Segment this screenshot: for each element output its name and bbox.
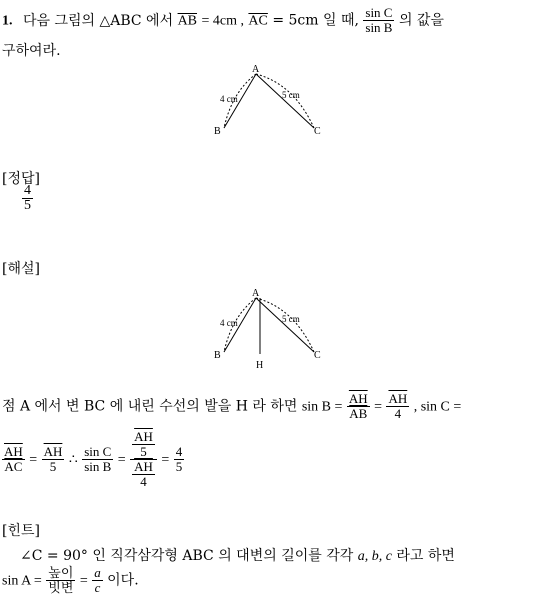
answer-denominator: 5	[24, 198, 31, 213]
sin-b-label: sin B =	[301, 399, 343, 415]
side-ac-label: 5 cm	[282, 314, 300, 324]
ac-denominator: AC	[4, 459, 23, 474]
explanation-text: 점 A 에서 변 BC 에 내린 수선의 발을 H 라 하면	[2, 398, 298, 415]
side-ab-label: 4 cm	[220, 94, 238, 104]
ah-numerator-2: $\overline{AH}$	[388, 391, 408, 406]
side-ab-label: 4 cm	[220, 318, 238, 328]
inner-four: 4	[140, 474, 147, 489]
hint-heading: [힌트]	[2, 523, 40, 539]
problem-text: 다음 그림의 △ABC 에서	[22, 12, 174, 29]
result-denominator: 5	[175, 459, 183, 474]
problem-tail: 의 값을	[398, 12, 444, 29]
foot-h-label: H	[256, 360, 264, 371]
a-numerator: a	[94, 565, 101, 580]
compound-fraction	[130, 430, 157, 489]
ah-numerator-4: $\overline{AH}$	[43, 444, 63, 459]
four-denominator: 4	[394, 406, 402, 421]
triangle-altitude-figure	[210, 286, 330, 372]
hint-text-end: 라고 하면	[396, 548, 455, 564]
equals-sign: =	[374, 399, 383, 415]
ab-segment: $\overline{AB}$	[177, 13, 198, 29]
vertex-a-label: A	[252, 64, 260, 75]
sin-c-label: , sin C =	[413, 399, 462, 415]
eq-ab: = 4cm ,	[201, 13, 244, 29]
explanation-line-1	[2, 392, 461, 421]
explanation-line-2	[2, 430, 184, 489]
hypotenuse-denominator: 빗변	[48, 580, 74, 595]
height-numerator: 높이	[48, 565, 74, 580]
ah-numerator-3: $\overline{AH}$	[4, 444, 23, 459]
hint-line-1	[20, 545, 455, 565]
problem-number: 1.	[2, 13, 13, 29]
c-denominator: c	[94, 580, 101, 595]
inner-ah-top: $\overline{AH}$	[134, 429, 153, 444]
five-denominator: 5	[49, 459, 57, 474]
problem-fraction	[363, 6, 394, 35]
hint-end: 이다.	[107, 572, 139, 589]
ah-numerator: $\overline{AH}$	[348, 391, 368, 406]
vertex-a-label: A	[252, 288, 260, 299]
triangle-figure	[210, 62, 330, 140]
result-numerator: 4	[175, 444, 183, 459]
vertex-b-label: B	[214, 126, 221, 137]
vertex-c-label: C	[314, 126, 321, 137]
eq-ac: = 5cm 일 때,	[272, 12, 359, 29]
ac-segment: $\overline{AC}$	[248, 13, 268, 29]
vertex-c-label: C	[314, 350, 321, 361]
equals-sign-4: =	[161, 452, 170, 468]
answer-numerator: 4	[24, 183, 31, 198]
equals-sign-3: =	[117, 452, 126, 468]
fraction-denominator: sin B	[365, 20, 393, 35]
sinb-denominator: sin B	[84, 459, 112, 474]
equals-sign: =	[79, 573, 88, 589]
vertex-b-label: B	[214, 350, 221, 361]
ab-denominator: AB	[349, 406, 368, 421]
answer-heading: [정답]	[2, 171, 40, 187]
sinc-numerator: sin C	[84, 444, 112, 459]
fraction-numerator: sin C	[365, 5, 393, 20]
sin-a-label: sin A =	[2, 573, 42, 589]
problem-line-2: 구하여라.	[2, 43, 61, 59]
explanation-heading: [해설]	[2, 261, 40, 277]
inner-five: 5	[140, 444, 147, 459]
answer-fraction	[22, 184, 33, 213]
therefore-symbol: ∴	[68, 452, 78, 468]
problem-line-1	[2, 6, 444, 35]
inner-ah-bottom: $\overline{AH}$	[134, 459, 153, 474]
hint-variables: a, b, c	[357, 549, 392, 564]
hint-line-2	[2, 566, 139, 595]
equals-sign-2: =	[29, 452, 38, 468]
side-ac-label: 5 cm	[282, 90, 300, 100]
hint-text: ∠C = 90° 인 직각삼각형 ABC 의 대변의 길이를 각각	[20, 548, 354, 564]
